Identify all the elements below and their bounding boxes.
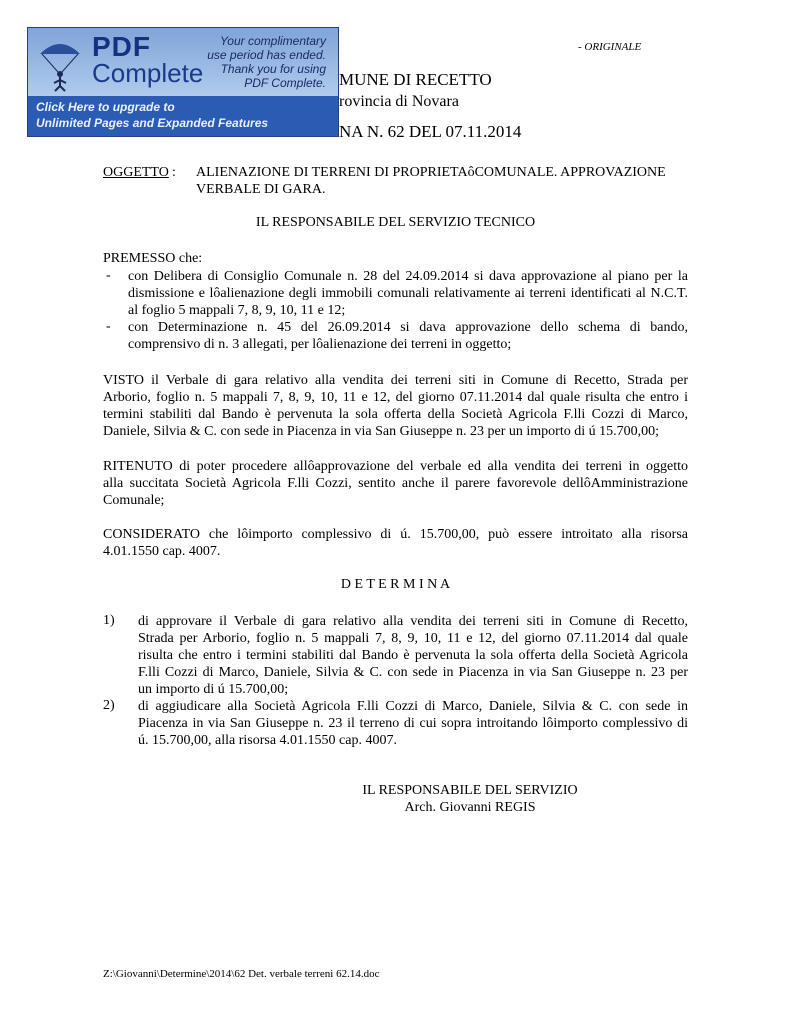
determina-title: NA N. 62 DEL 07.11.2014 xyxy=(339,122,522,141)
visto-paragraph: VISTO il Verbale di gara relativo alla vendita dei terreni siti in Comune di Recetto, Strada per Arborio, foglio n. 5 mappali 7, 8, 9, 10, 11 e 12, del giorno 07.11.2014 dal quale risulta che entro i termini stabiliti dal Bando è pervenuta la sola offerta della Società Agricola F.lli Cozzi di Marco, Daniele, Silvia & C. con sede in Piacenza in via San Giuseppe n. 23 per un importo di ú 15.700,00; xyxy=(103,373,688,439)
list-bullet: - xyxy=(106,319,111,334)
signature-title: IL RESPONSABILE DEL SERVIZIO xyxy=(362,783,578,798)
item-number: 1) xyxy=(103,613,115,628)
signature-name: Arch. Giovanni REGIS xyxy=(404,800,536,815)
list-item: con Determinazione n. 45 del 26.09.2014 si dava approvazione dello schema di bando, comprensivo di n. 3 allegati, per lôalienazione dei terreni in oggetto; xyxy=(128,320,688,352)
promo-message: Your complimentary use period has ended. Thank you for using PDF Complete. xyxy=(207,34,326,90)
footer-file-path: Z:\Giovanni\Determine\2014\62 Det. verbale terreni 62.14.doc xyxy=(103,968,380,980)
parachute-figure-icon xyxy=(36,36,84,92)
list-item: con Delibera di Consiglio Comunale n. 28 del 24.09.2014 si dava approvazione al piano per la dismissione e lôalienazione degli immobili comunali relativamente ai terreni identificati al N.C.T. al foglio 5 mappali 7, 8, 9, 10, 11 e 12; xyxy=(128,269,688,318)
item-number: 2) xyxy=(103,698,115,713)
responsabile-heading: IL RESPONSABILE DEL SERVIZIO TECNICO xyxy=(255,215,536,230)
considerato-paragraph: CONSIDERATO che lôimporto complessivo di ú. 15.700,00, può essere introitato alla risorsa 4.01.1550 cap. 4007. xyxy=(103,527,688,559)
oggetto-label: OGGETTO xyxy=(103,165,169,180)
comune-name: MUNE DI RECETTO xyxy=(339,70,492,89)
determina-item: di aggiudicare alla Società Agricola F.lli Cozzi di Marco, Daniele, Silvia & C. con sede in Piacenza in via San Giuseppe n. 23 il terreno di cui sopra introitando lôimporto complessivo di ú. 15.700,00, alla risorsa 4.01.1550 cap. 4007. xyxy=(138,699,688,748)
oggetto-block xyxy=(103,165,703,201)
premesso-intro: PREMESSO che: xyxy=(103,251,203,266)
original-mark: - ORIGINALE xyxy=(578,41,642,53)
determina-item: di approvare il Verbale di gara relativo alla vendita dei terreni siti in Comune di Recetto, Strada per Arborio, foglio n. 5 mappali 7, 8, 9, 10, 11 e 12, del giorno 07.11.2014 dal quale risulta che entro i termini stabiliti dal Bando è pervenuta la sola offerta della Società Agricola F.lli Cozzi di Marco, Daniele, Silvia & C. con sede in Piacenza in via San Giuseppe n. 23 per un importo di ú 15.700,00; xyxy=(138,614,688,697)
list-bullet: - xyxy=(106,268,111,283)
provincia-name: rovincia di Novara xyxy=(339,93,459,110)
upgrade-link[interactable]: Click Here to upgrade to Unlimited Pages and Expanded Features xyxy=(28,96,338,137)
oggetto-line: ALIENAZIONE DI TERRENI DI PROPRIETAôCOMUNALE. APPROVAZIONE xyxy=(196,165,666,180)
oggetto-line: VERBALE DI GARA. xyxy=(196,182,326,197)
pdf-complete-banner[interactable] xyxy=(27,27,339,137)
ritenuto-paragraph: RITENUTO di poter procedere allôapprovazione del verbale ed alla vendita dei terreni in oggetto alla succitata Società Agricola F.lli Cozzi, sentito anche il parere favorevole dellôAmministrazione Comunale; xyxy=(103,459,688,508)
oggetto-colon: : xyxy=(172,165,176,180)
determina-heading: D E T E R M I N A xyxy=(340,577,451,592)
pdf-complete-logo: PDF Complete xyxy=(92,31,204,88)
